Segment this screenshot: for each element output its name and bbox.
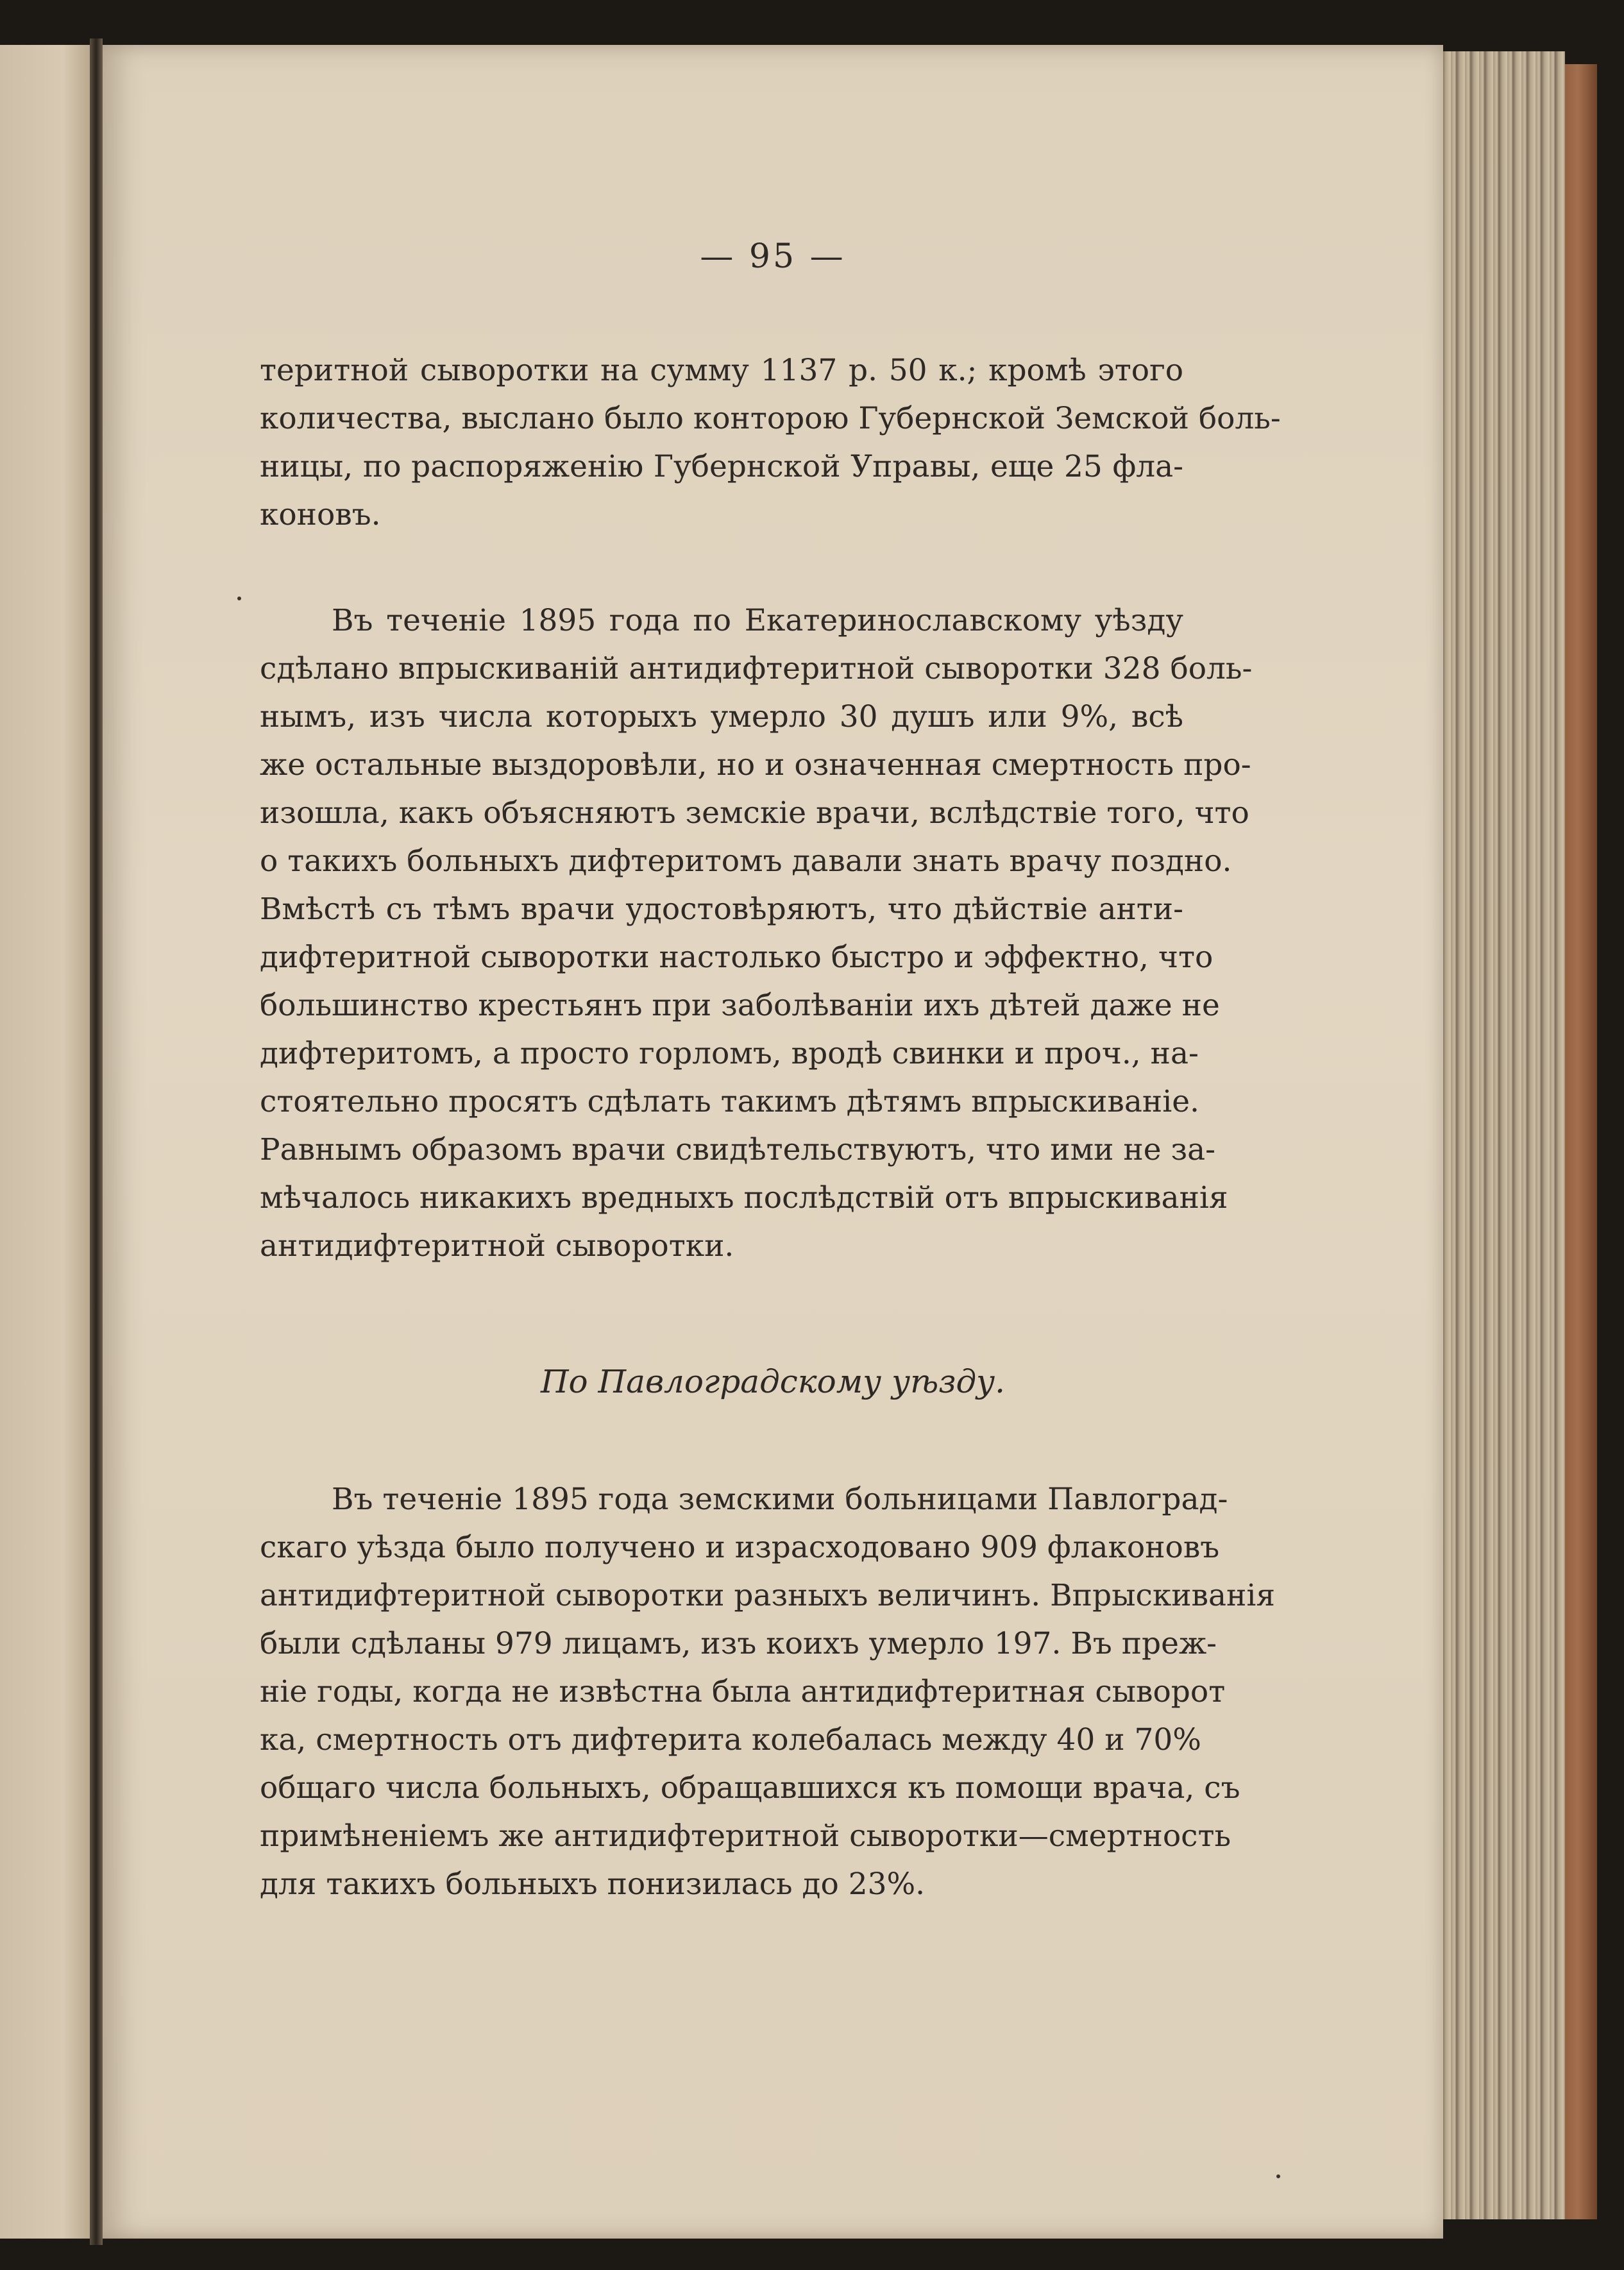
text-line: примѣненіемъ же антидифтеритной сыворотки—смертность	[260, 1818, 1231, 1854]
text-line: мѣчалось никакихъ вредныхъ послѣдствій отъ впрыскиванія	[260, 1180, 1228, 1215]
text-line: антидифтеритной сыворотки разныхъ величинъ. Впрыскиванія	[260, 1578, 1276, 1613]
text-line: антидифтеритной сыворотки.	[260, 1228, 734, 1264]
paragraph-3	[260, 1475, 1276, 1908]
book-page	[103, 45, 1443, 2239]
text-line: скаго уѣзда было получено и израсходовано 909 флаконовъ	[260, 1530, 1220, 1565]
text-line: Вмѣстѣ съ тѣмъ врачи удостовѣряютъ, что дѣйствіе анти-	[260, 892, 1183, 927]
paragraph-2	[260, 597, 1253, 1270]
book-gutter	[90, 38, 103, 2245]
text-line: ніе годы, когда не извѣстна была антидифтеритная сыворот	[260, 1674, 1226, 1709]
text-line: количества, выслано было конторою Губернской Земской боль-	[260, 401, 1281, 436]
text-line: ка, смертность отъ дифтерита колебалась между 40 и 70%	[260, 1722, 1201, 1758]
text-line: общаго числа больныхъ, обращавшихся къ помощи врача, съ	[260, 1770, 1240, 1806]
text-line: теритной сыворотки на сумму 1137 р. 50 к.; кромѣ этого	[260, 353, 1183, 388]
text-line: большинство крестьянъ при заболѣваніи ихъ дѣтей даже не	[260, 988, 1220, 1023]
text-line: сдѣлано впрыскиваній антидифтеритной сыворотки 328 боль-	[260, 651, 1253, 686]
page-number: — 95 —	[700, 237, 846, 276]
text-line: же остальные выздоровѣли, но и означенная смертность про-	[260, 747, 1251, 783]
paper-speck	[237, 597, 241, 600]
text-line: нымъ, изъ числа которыхъ умерло 30 душъ или 9%, всѣ	[260, 699, 1183, 734]
text-line: коновъ.	[260, 497, 381, 532]
text-line: дифтеритомъ, а просто горломъ, вродѣ свинки и проч., на-	[260, 1036, 1199, 1071]
text-line: для такихъ больныхъ понизилась до 23%.	[260, 1867, 926, 1902]
paragraph-1	[260, 346, 1281, 539]
left-page-edge	[0, 45, 90, 2239]
text-line: ницы, по распоряженію Губернской Управы, еще 25 фла-	[260, 449, 1183, 484]
section-heading: По Павлоградскому уѣзду.	[540, 1363, 1006, 1400]
text-line: Въ теченіе 1895 года земскими больницами Павлоград-	[332, 1482, 1228, 1517]
text-line: были сдѣланы 979 лицамъ, изъ коихъ умерло 197. Въ преж-	[260, 1626, 1217, 1661]
text-line: Въ теченіе 1895 года по Екатеринославскому уѣзду	[332, 603, 1183, 638]
paper-speck	[1276, 2174, 1280, 2178]
text-line: изошла, какъ объясняютъ земскіе врачи, вслѣдствіе того, что	[260, 795, 1249, 831]
page-stack-edges	[1437, 51, 1565, 2219]
text-line: дифтеритной сыворотки настолько быстро и эффектно, что	[260, 940, 1214, 975]
text-line: Равнымъ образомъ врачи свидѣтельствуютъ, что ими не за-	[260, 1132, 1216, 1167]
text-line: стоятельно просятъ сдѣлать такимъ дѣтямъ впрыскиваніе.	[260, 1084, 1199, 1119]
text-line: о такихъ больныхъ дифтеритомъ давали знать врачу поздно.	[260, 843, 1232, 879]
